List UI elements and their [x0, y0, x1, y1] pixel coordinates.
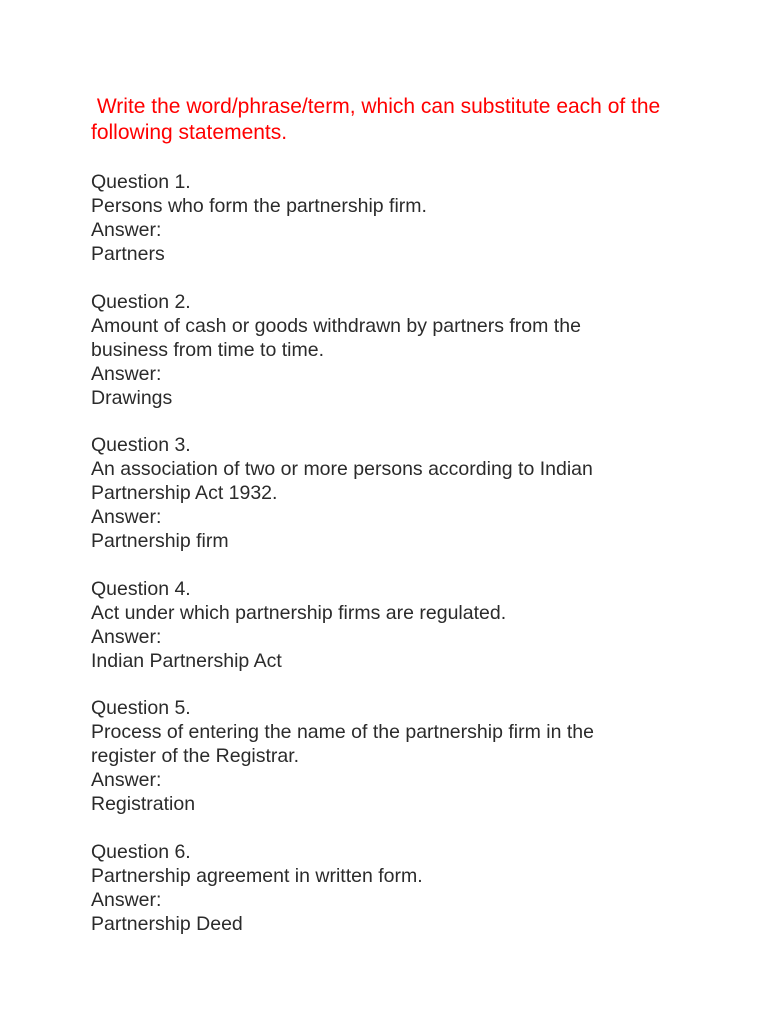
answer-label: Answer: [91, 362, 162, 385]
question-block [91, 840, 731, 936]
answer-label: Answer: [91, 219, 162, 241]
answer-text: Partners [91, 243, 165, 265]
question-block [91, 433, 731, 553]
answer-label: Answer: [91, 888, 162, 911]
question-block [91, 170, 731, 266]
question-statement: Persons who form the partnership firm. [91, 195, 427, 217]
question-block [91, 577, 731, 673]
document-content [91, 94, 731, 959]
question-statement: Act under which partnership firms are regulated. [91, 601, 507, 624]
answer-text: Drawings [91, 386, 173, 409]
question-label: Question 2. [91, 290, 191, 313]
instruction-heading: Write the word/phrase/term, which can substitute each of the following statements. [91, 95, 667, 144]
question-statement: Partnership agreement in written form. [91, 864, 423, 887]
answer-label: Answer: [91, 769, 162, 791]
question-statement: Amount of cash or goods withdrawn by partners from the business from time to time. [91, 314, 581, 361]
question-label: Question 1. [91, 171, 191, 193]
question-statement: An association of two or more persons according to Indian Partnership Act 1932. [91, 458, 593, 504]
answer-label: Answer: [91, 506, 162, 528]
question-label: Question 6. [91, 840, 191, 863]
answer-text: Partnership Deed [91, 912, 243, 935]
answer-text: Registration [91, 793, 196, 815]
question-statement: Process of entering the name of the partnership firm in the register of the Registrar. [91, 721, 594, 767]
question-block [91, 290, 731, 410]
question-label: Question 5. [91, 697, 191, 719]
question-block [91, 696, 731, 816]
answer-text: Partnership firm [91, 530, 229, 552]
question-label: Question 3. [91, 434, 191, 456]
question-label: Question 4. [91, 577, 191, 600]
answer-label: Answer: [91, 625, 162, 648]
answer-text: Indian Partnership Act [91, 649, 282, 672]
